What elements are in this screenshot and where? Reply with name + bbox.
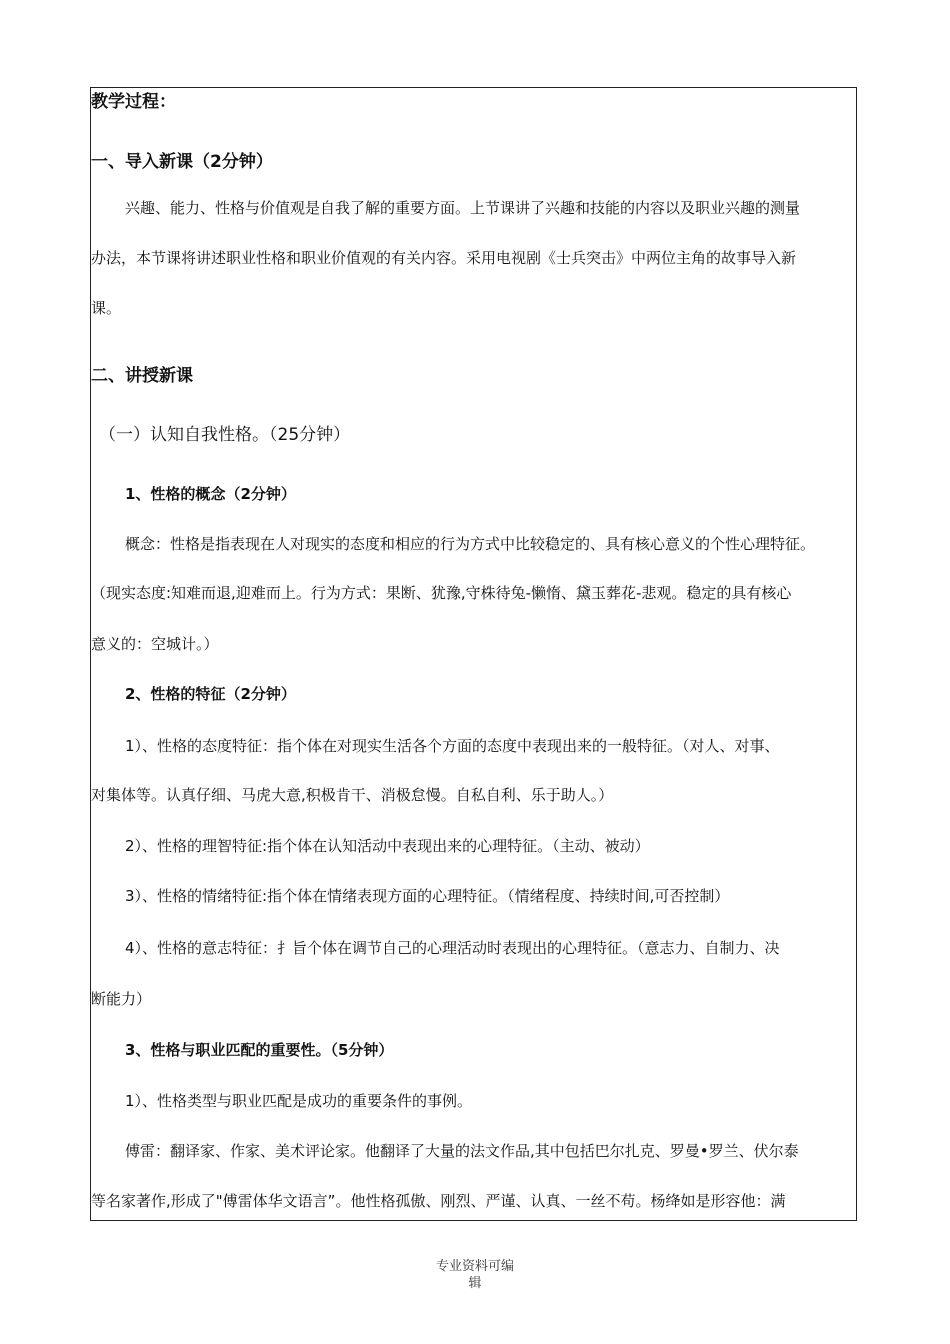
item3-paragraph-line: 傅雷：翻译家、作家、美术评论家。他翻译了大量的法文作品,其中包括巴尔扎克、罗曼•罗兰、伏尔泰	[125, 1142, 799, 1160]
section2-heading: 二、讲授新课	[91, 366, 193, 386]
item2-paragraph-line: 断能力）	[91, 990, 152, 1008]
item1-paragraph-line: 意义的：空城计。）	[91, 635, 219, 653]
section1-paragraph-line: 课。	[91, 299, 122, 317]
section1-paragraph-line: 办法，本节课将讲述职业性格和职业价值观的有关内容。采用电视剧《士兵突击》中两位主角的故事导入新	[91, 249, 797, 267]
item2-paragraph-line: 2）、性格的理智特征:指个体在认知活动中表现出来的心理特征。（主动、被动）	[125, 837, 650, 855]
item1-paragraph-line: （现实态度:知难而退,迎难而上。行为方式：果断、犹豫,守株待兔-懒惰、黛玉葬花-悲观。稳定的具有核心	[91, 584, 792, 602]
item3-heading: 3、性格与职业匹配的重要性。（5分钟）	[125, 1041, 394, 1059]
item2-paragraph-line: 1）、性格的态度特征：指个体在对现实生活各个方面的态度中表现出来的一般特征。（对人、对事、	[125, 737, 780, 755]
item2-heading: 2、性格的特征（2分钟）	[125, 685, 296, 703]
item3-paragraph-line: 等名家著作,形成了"傅雷体华文语言”。他性格孤傲、刚烈、严谨、认真、一丝不苟。杨绛如是形容他：满	[91, 1192, 786, 1210]
item2-paragraph-line: 4）、性格的意志特征：扌旨个体在调节自己的心理活动时表现出的心理特征。（意志力、自制力、决	[125, 939, 780, 957]
item3-paragraph-line: 1）、性格类型与职业匹配是成功的重要条件的事例。	[125, 1092, 473, 1110]
section1-paragraph-line: 兴趣、能力、性格与价值观是自我了解的重要方面。上节课讲了兴趣和技能的内容以及职业兴趣的测量	[125, 199, 801, 217]
item2-paragraph-line: 3）、性格的情绪特征:指个体在情绪表现方面的心理特征。（情绪程度、持续时间,可否控制）	[125, 887, 730, 905]
section1-heading: 一、导入新课（2分钟）	[91, 152, 273, 172]
item2-paragraph-line: 对集体等。认真仔细、马虎大意,积极肯干、消极怠慢。自私自利、乐于助人。）	[91, 786, 614, 804]
document-title: 教学过程：	[91, 92, 176, 112]
lesson-content-box	[90, 87, 857, 1221]
footer-line: 专业资料可编	[435, 1259, 514, 1274]
item1-paragraph-line: 概念：性格是指表现在人对现实的态度和相应的行为方式中比较稳定的、具有核心意义的个性心理特征。	[125, 535, 816, 553]
section2-subheading: （一）认知自我性格。（25分钟）	[99, 425, 351, 445]
footer-line: 辑	[468, 1276, 482, 1291]
item1-heading: 1、性格的概念（2分钟）	[125, 485, 296, 503]
